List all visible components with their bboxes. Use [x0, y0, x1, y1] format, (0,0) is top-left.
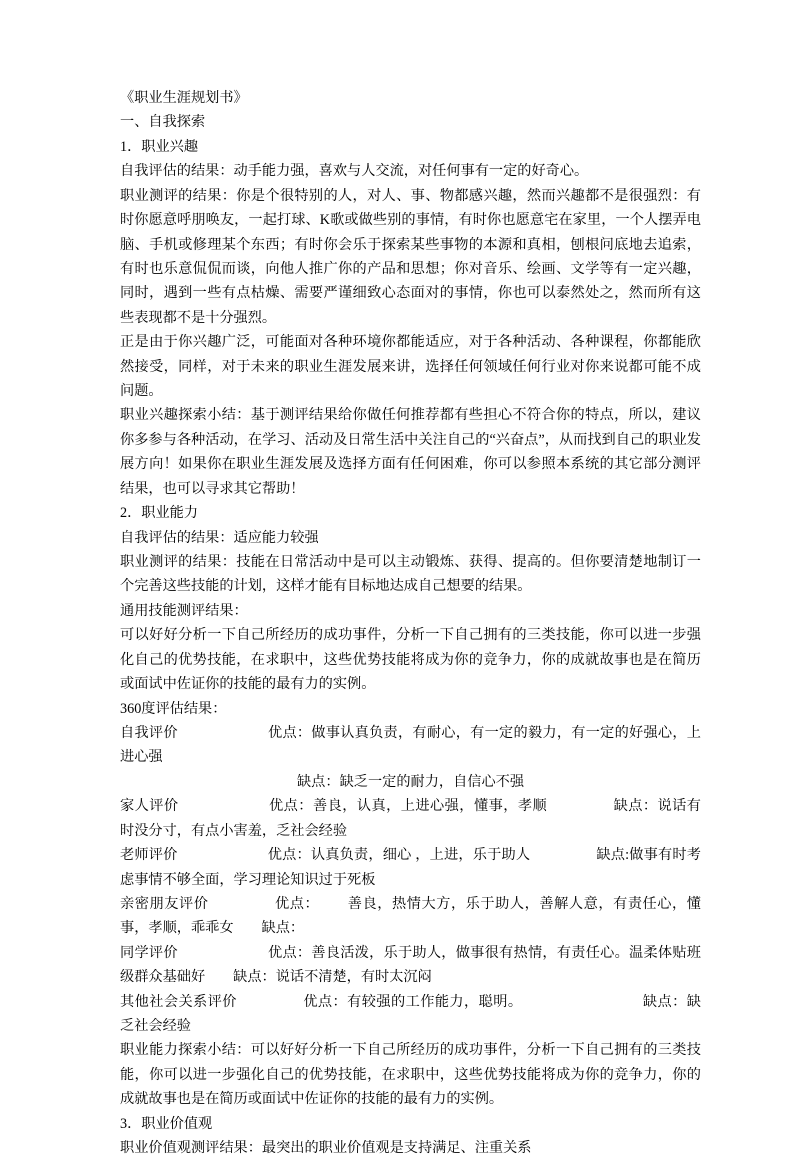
evaluation-label-close-friend: 亲密朋友评价	[120, 895, 209, 912]
evaluation-row-self	[120, 721, 701, 770]
paragraph-values-test-result: 职业价值观测评结果：最突出的职业价值观是支持满足、注重关系	[120, 1140, 532, 1157]
evaluation-merit-label-close-friend: 优点：	[274, 895, 320, 912]
evaluation-row-family	[120, 794, 701, 843]
subsection-heading-career-ability: 2．职业能力	[120, 505, 199, 522]
evaluation-label-family: 家人评价	[120, 798, 179, 815]
evaluation-flaw-label-family: 缺点：	[613, 798, 658, 815]
evaluation-row-teacher	[120, 843, 701, 892]
subsection-heading-career-values: 3．职业价值观	[120, 1115, 213, 1132]
evaluation-flaw-label-close-friend: 缺点：	[261, 920, 305, 937]
evaluation-label-classmate: 同学评价	[120, 944, 178, 961]
paragraph-interest-breadth: 正是由于你兴趣广泛，可能面对各种环境你都能适应，对于各种活动、各种课程，你都能欣然接受，同样，对于未来的职业生涯发展来讲，选择任何领域任何行业对你来说都可能不成问题。	[120, 334, 701, 400]
evaluation-merit-close-friend: 善良，热情大方，乐于助人，善解人意，有责任心，懂事，孝顺，乖乖女	[120, 895, 701, 937]
evaluation-flaw-teacher: 做事有时考虑事情不够全面，学习理论知识过于死板	[120, 847, 701, 888]
paragraph-self-assessment-ability: 自我评估的结果：适应能力较强	[120, 529, 319, 546]
evaluation-merit-classmate: 善良活泼，乐于助人，做事很有热情，有责任心。温柔体贴班级群众基础好	[120, 944, 701, 986]
evaluation-merit-label-self: 优点：	[267, 724, 312, 741]
evaluation-flaw-family: 说话有时没分寸，有点小害羞，乏社会经验	[120, 798, 701, 839]
evaluation-row-social	[120, 990, 701, 1039]
evaluation-merit-self: 做事认真负责，有耐心，有一定的毅力，有一定的好强心，上进心强	[120, 724, 701, 766]
evaluation-flaw-classmate: 说话不清楚，有时太沉闷	[275, 969, 432, 986]
evaluation-merit-label-family: 优点：	[268, 798, 313, 815]
paragraph-test-result-interest: 职业测评的结果：你是个很特别的人，对人、事、物都感兴趣，然而兴趣都不是很强烈：有时你愿意呼朋唤友，一起打球、K歌或做些别的事情，有时你也愿意宅在家里，一个人摆弄电脑、手机或修理某个东西；有时你会乐于探索某些事物的本源和真相，刨根问底地去追索，有时也乐意侃侃而谈，向他人推广你的产品和思想；你对音乐、绘画、文学等有一定兴趣，同时，遇到一些有点枯燥、需要严谨细致心态面对的事情，你也可以泰然处之，然而所有这些表现都不是十分强烈。	[120, 187, 701, 326]
evaluation-label-self: 自我评价	[120, 724, 178, 741]
paragraph-test-result-ability: 职业测评的结果：技能在日常活动中是可以主动锻炼、获得、提高的。但你要清楚地制订一个完善这些技能的计划，这样才能有目标地达成自己想要的结果。	[120, 554, 701, 595]
evaluation-heading-360: 360度评估结果：	[120, 700, 227, 717]
evaluation-merit-social: 有较强的工作能力，聪明。	[347, 993, 523, 1010]
evaluation-label-teacher: 老师评价	[120, 847, 178, 864]
paragraph-ability-summary: 职业能力探索小结：可以好好分析一下自己所经历的成功事件，分析一下自己拥有的三类技能，你可以进一步强化自己的优势技能，在求职中，这些优势技能将成为你的竞争力，你的成就故事也是在简历或面试中佐证你的技能的最有力的实例。	[120, 1042, 701, 1108]
evaluation-flaw-text-self: 缺乏一定的耐力，自信心不强	[339, 773, 525, 790]
paragraph-interest-summary: 职业兴趣探索小结：基于测评结果给你做任何推荐都有些担心不符合你的特点，所以，建议你多参与各种活动，在学习、活动及日常生活中关注自己的“兴奋点”，从而找到自己的职业发展方向！如果你在职业生涯发展及选择方面有任何困难，你可以参照本系统的其它部分测评结果，也可以寻求其它帮助！	[120, 407, 701, 497]
document-title: 《职业生涯规划书》	[120, 90, 248, 106]
paragraph-general-skill-result-body: 可以好好分析一下自己所经历的成功事件，分析一下自己拥有的三类技能，你可以进一步强化自己的优势技能，在求职中，这些优势技能将成为你的竞争力，你的成就故事也是在简历或面试中佐证你的技能的最有力的实例。	[120, 627, 701, 693]
evaluation-merit-label-social: 优点：	[302, 993, 348, 1010]
evaluation-row-close-friend	[120, 892, 701, 941]
paragraph-general-skill-result-label: 通用技能测评结果：	[120, 602, 248, 619]
evaluation-flaw-label-classmate: 缺点：	[233, 969, 276, 986]
evaluation-merit-teacher: 认真负责，细心 ，上进，乐于助人	[310, 847, 531, 864]
evaluation-merit-label-teacher: 优点：	[267, 847, 311, 864]
evaluation-merit-label-classmate: 优点：	[267, 944, 312, 961]
section-heading-self-exploration: 一、自我探索	[120, 114, 206, 131]
evaluation-flaw-label-teacher: 缺点:	[596, 847, 630, 864]
evaluation-flaw-label-social: 缺点：	[642, 993, 687, 1010]
evaluation-flaw-social: 缺乏社会经验	[120, 993, 701, 1035]
subsection-heading-career-interest: 1．职业兴趣	[120, 138, 199, 155]
evaluation-row-classmate	[120, 941, 701, 990]
evaluation-label-social: 其他社会关系评价	[120, 993, 237, 1010]
paragraph-self-assessment-interest: 自我评估的结果：动手能力强，喜欢与人交流，对任何事有一定的好奇心。	[120, 163, 589, 180]
evaluation-merit-family: 善良，认真，上进心强，懂事，孝顺	[312, 798, 548, 815]
document-body	[120, 86, 701, 1161]
evaluation-flaw-label-self: 缺点：	[296, 773, 340, 790]
evaluation-flaw-self	[120, 770, 701, 794]
